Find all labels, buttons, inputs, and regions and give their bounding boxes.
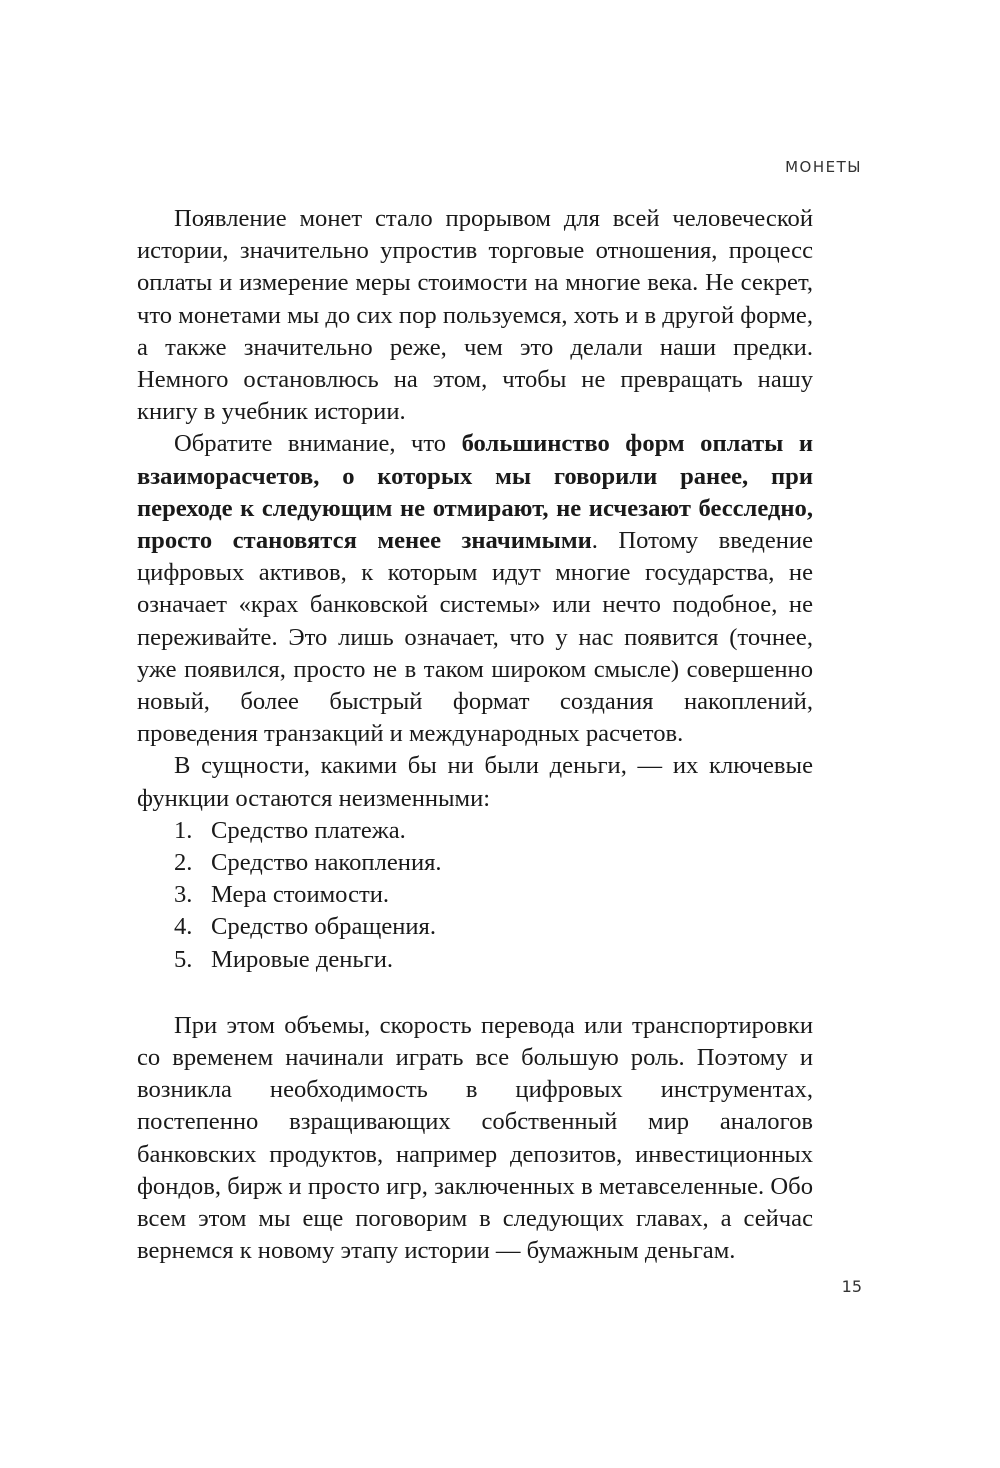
paragraph-coins-breakthrough: Появление монет стало прорывом для всей человеческой истории, значительно упростив торговые отношения, процесс оплаты и измерение меры стоимости на многие века. Не секрет, что монетами мы до сих пор пользуемся, хоть и в другой форме, а также значительно реже, чем это делали наши предки. Немного остановлюсь на этом, чтобы не превращать нашу книгу в учебник истории. — [137, 205, 813, 426]
list-item — [137, 879, 813, 911]
list-item-text: Средство обращения. — [211, 913, 437, 941]
bold-emphasis: большинство форм оплаты и взаиморасчетов, о которых мы говорили ранее, при переходе к следующим не отмирают, не исчезают бесследно, просто становятся менее значимыми — [137, 430, 814, 555]
list-item — [137, 911, 813, 943]
list-item — [137, 815, 813, 847]
list-item-number: 1. — [174, 816, 193, 844]
functions-list — [137, 815, 813, 976]
list-item-text: Мера стоимости. — [211, 881, 390, 909]
list-item-number: 4. — [174, 913, 193, 941]
list-item-text: Средство платежа. — [211, 816, 406, 844]
page-body — [137, 203, 813, 1268]
paragraph-money-functions: В сущности, какими бы ни были деньги, — их ключевые функции остаются неизменными: — [137, 752, 813, 812]
list-item-number: 2. — [174, 849, 193, 877]
list-item-number: 5. — [174, 945, 193, 973]
section-gap — [137, 976, 813, 1010]
list-item-text: Мировые деньги. — [211, 945, 394, 973]
list-item — [137, 944, 813, 976]
paragraph-lead: Обратите внимание, что — [174, 430, 462, 458]
running-head: МОНЕТЫ — [785, 158, 862, 176]
page-number: 15 — [841, 1277, 862, 1296]
paragraph-digital-instruments: При этом объемы, скорость перевода или транспортировки со временем начинали играть все большую роль. Поэтому и возникла необходимость в цифровых инструментах, постепенно взращивающих собственный мир аналогов банковских продуктов, например депозитов, инвестиционных фондов, бирж и просто игр, заключенных в метавселенные. Обо всем этом мы еще поговорим в следующих главах, а сейчас вернемся к новому этапу истории — бумажным деньгам. — [137, 1011, 813, 1265]
paragraph-tail: . Потому введение цифровых активов, к которым идут многие государства, не означает «крах банковской системы» или нечто подобное, не переживайте. Это лишь означает, что у нас появится (точнее, уже появился, просто не в таком широком смысле) совершенно новый, более быстрый формат создания накоплений, проведения транзакций и международных расчетов. — [137, 527, 813, 748]
list-item-number: 3. — [174, 881, 193, 909]
list-item — [137, 847, 813, 879]
paragraph-payment-forms — [137, 428, 813, 750]
list-item-text: Средство накопления. — [211, 849, 442, 877]
